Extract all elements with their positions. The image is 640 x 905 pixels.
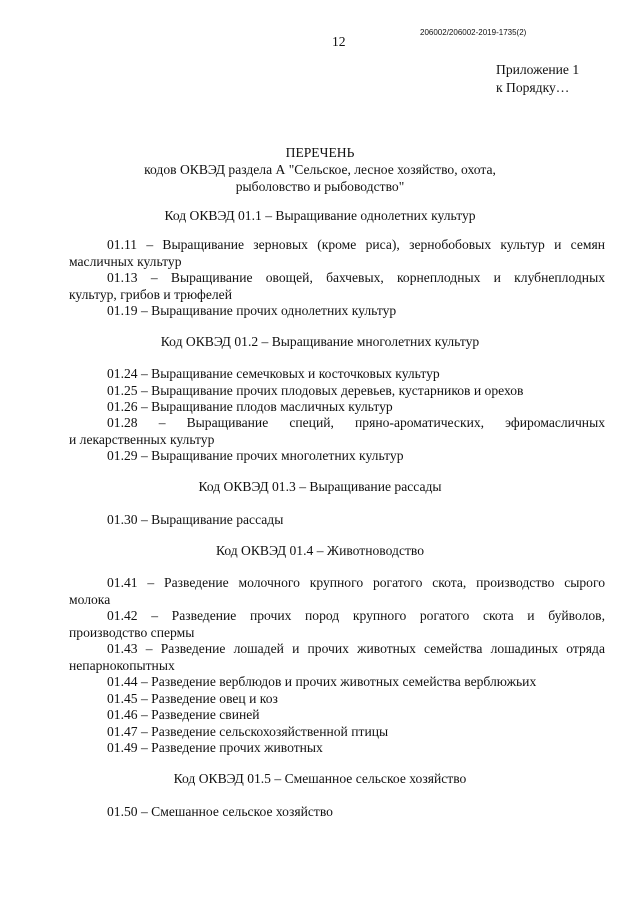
section-heading: Код ОКВЭД 01.5 – Смешанное сельское хозяйство	[173, 771, 467, 786]
list-item-continuation: молока	[69, 592, 111, 607]
list-item-continuation: масличных культур	[69, 254, 182, 269]
list-item: 01.45 – Разведение овец и коз	[107, 691, 278, 706]
list-item: 01.30 – Выращивание рассады	[107, 512, 284, 527]
list-item: 01.25 – Выращивание прочих плодовых деревьев, кустарников и орехов	[107, 383, 524, 398]
list-item-continuation: культур, грибов и трюфелей	[69, 287, 232, 302]
list-item: 01.11 – Выращивание зерновых (кроме риса), зернобобовых культур и семян	[107, 237, 605, 252]
page-number: 12	[332, 34, 346, 49]
list-item: 01.47 – Разведение сельскохозяйственной птицы	[107, 724, 389, 739]
list-item: 01.43 – Разведение лошадей и прочих животных семейства лошадиных отряда	[107, 641, 605, 656]
list-item: 01.13 – Выращивание овощей, бахчевых, корнеплодных и клубнеплодных	[107, 270, 605, 285]
list-item: 01.44 – Разведение верблюдов и прочих животных семейства верблюжьих	[107, 674, 537, 689]
list-item: 01.49 – Разведение прочих животных	[107, 740, 323, 755]
list-item: 01.41 – Разведение молочного крупного рогатого скота, производство сырого	[107, 575, 605, 590]
list-item: 01.19 – Выращивание прочих однолетних культур	[107, 303, 397, 318]
list-item-continuation: и лекарственных культур	[69, 432, 215, 447]
list-subtitle-line1: кодов ОКВЭД раздела А "Сельское, лесное хозяйство, охота,	[144, 162, 496, 177]
section-heading: Код ОКВЭД 01.1 – Выращивание однолетних культур	[164, 208, 476, 223]
document-id: 206002/206002-2019-1735(2)	[420, 28, 527, 37]
section-heading: Код ОКВЭД 01.2 – Выращивание многолетних культур	[160, 334, 480, 349]
appendix-label: Приложение 1	[496, 62, 580, 77]
appendix-reference: к Порядку…	[496, 80, 570, 95]
list-item: 01.50 – Смешанное сельское хозяйство	[107, 804, 333, 819]
list-title: ПЕРЕЧЕНЬ	[285, 145, 355, 160]
list-item: 01.42 – Разведение прочих пород крупного рогатого скота и буйволов,	[107, 608, 605, 623]
list-item-continuation: производство спермы	[69, 625, 195, 640]
list-item: 01.29 – Выращивание прочих многолетних культур	[107, 448, 404, 463]
list-item: 01.24 – Выращивание семечковых и косточковых культур	[107, 366, 440, 381]
list-item: 01.28 – Выращивание специй, пряно-ароматических, эфиромасличных	[107, 415, 605, 430]
list-item: 01.26 – Выращивание плодов масличных культур	[107, 399, 393, 414]
section-heading: Код ОКВЭД 01.3 – Выращивание рассады	[198, 479, 442, 494]
list-item-continuation: непарнокопытных	[69, 658, 175, 673]
list-item: 01.46 – Разведение свиней	[107, 707, 260, 722]
section-heading: Код ОКВЭД 01.4 – Животноводство	[215, 543, 425, 558]
list-subtitle-line2: рыболовство и рыбоводство"	[235, 179, 405, 194]
